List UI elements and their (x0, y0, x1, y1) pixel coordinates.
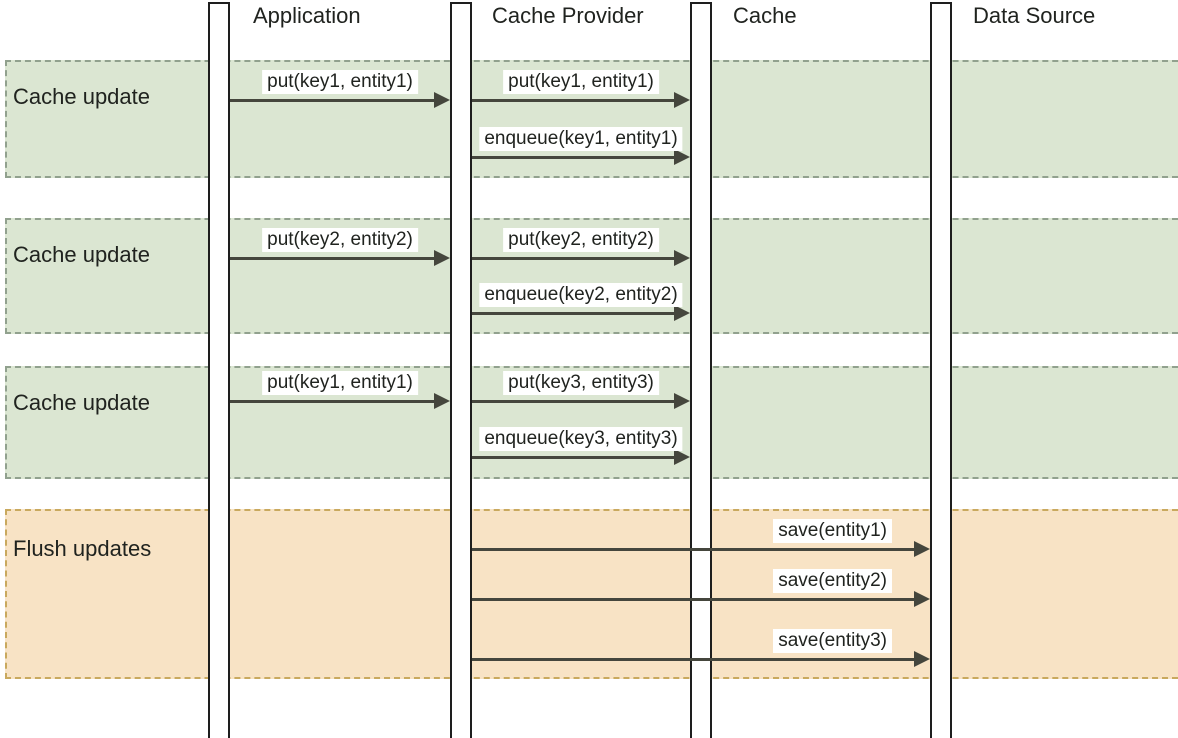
message-line-flush-updates-1 (472, 598, 916, 601)
phase-label-cache-update-3: Cache update (13, 390, 150, 415)
phase-label-cache-update-2: Cache update (13, 242, 150, 267)
message-line-cache-update-2-0 (230, 257, 436, 260)
message-label: put(key1, entity1) (262, 70, 418, 94)
message-line-cache-update-1-0 (230, 99, 436, 102)
message-line-cache-update-2-1 (472, 257, 676, 260)
arrowhead-icon (434, 92, 450, 108)
message-label: save(entity2) (773, 569, 892, 593)
arrowhead-icon (674, 393, 690, 409)
message-line-cache-update-1-2 (472, 156, 676, 159)
arrowhead-icon (674, 149, 690, 165)
message-line-cache-update-2-2 (472, 312, 676, 315)
message-label: put(key2, entity2) (262, 228, 418, 252)
lifeline-label-cache-provider: Cache Provider (492, 3, 644, 28)
message-line-cache-update-1-1 (472, 99, 676, 102)
phase-band-flush-updates (5, 509, 1178, 679)
lifeline-label-cache: Cache (733, 3, 797, 28)
message-line-cache-update-3-1 (472, 400, 676, 403)
arrowhead-icon (674, 305, 690, 321)
message-label: save(entity3) (773, 629, 892, 653)
arrowhead-icon (434, 250, 450, 266)
message-line-cache-update-3-2 (472, 456, 676, 459)
message-line-cache-update-3-0 (230, 400, 436, 403)
message-label: put(key2, entity2) (503, 228, 659, 252)
lifeline-bar-cache-provider (450, 2, 472, 738)
arrowhead-icon (914, 651, 930, 667)
message-label: put(key1, entity1) (503, 70, 659, 94)
message-line-flush-updates-0 (472, 548, 916, 551)
message-label: put(key3, entity3) (503, 371, 659, 395)
message-label: enqueue(key1, entity1) (479, 127, 682, 151)
message-line-flush-updates-2 (472, 658, 916, 661)
arrowhead-icon (434, 393, 450, 409)
phase-label-flush-updates: Flush updates (13, 536, 152, 561)
message-label: enqueue(key2, entity2) (479, 283, 682, 307)
arrowhead-icon (914, 541, 930, 557)
message-label: enqueue(key3, entity3) (479, 427, 682, 451)
phase-label-cache-update-1: Cache update (13, 84, 150, 109)
arrowhead-icon (674, 449, 690, 465)
message-label: save(entity1) (773, 519, 892, 543)
arrowhead-icon (914, 591, 930, 607)
lifeline-label-data-source: Data Source (973, 3, 1096, 28)
lifeline-bar-cache (690, 2, 712, 738)
arrowhead-icon (674, 250, 690, 266)
lifeline-bar-data-source (930, 2, 952, 738)
message-label: put(key1, entity1) (262, 371, 418, 395)
arrowhead-icon (674, 92, 690, 108)
lifeline-label-application: Application (253, 3, 361, 28)
lifeline-bar-application (208, 2, 230, 738)
